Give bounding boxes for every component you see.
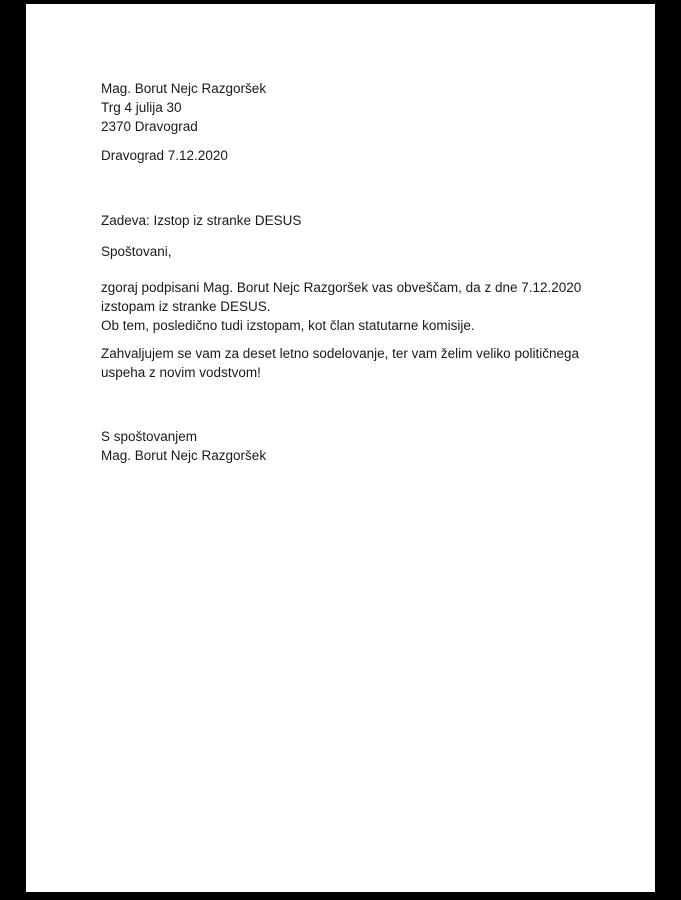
letter-page [26,4,655,892]
body-paragraph-1 [101,278,582,335]
closing-greeting: S spoštovanjem [101,429,198,444]
body-line: zgoraj podpisani Mag. Borut Nejc Razgoršek vas obveščam, da z dne 7.12.2020 [101,280,582,295]
body-line: Zahvaljujem se vam za deset letno sodelovanje, ter vam želim veliko političnega [101,346,579,361]
sender-city: 2370 Dravograd [101,119,198,134]
salutation [101,242,172,261]
subject-text: Zadeva: Izstop iz stranke DESUS [101,213,302,228]
signature-name: Mag. Borut Nejc Razgoršek [101,448,267,463]
body-paragraph-2 [101,344,579,382]
sender-address [101,79,266,136]
body-line: uspeha z novim vodstvom! [101,365,261,380]
salutation-text: Spoštovani, [101,244,172,259]
sender-name: Mag. Borut Nejc Razgoršek [101,81,267,96]
body-line: Ob tem, posledično tudi izstopam, kot član statutarne komisije. [101,318,475,333]
closing-block [101,427,266,465]
subject-line [101,211,301,230]
sender-street: Trg 4 julija 30 [101,100,182,115]
place-date-text: Dravograd 7.12.2020 [101,148,228,163]
place-date [101,146,228,165]
body-line: izstopam iz stranke DESUS. [101,299,271,314]
